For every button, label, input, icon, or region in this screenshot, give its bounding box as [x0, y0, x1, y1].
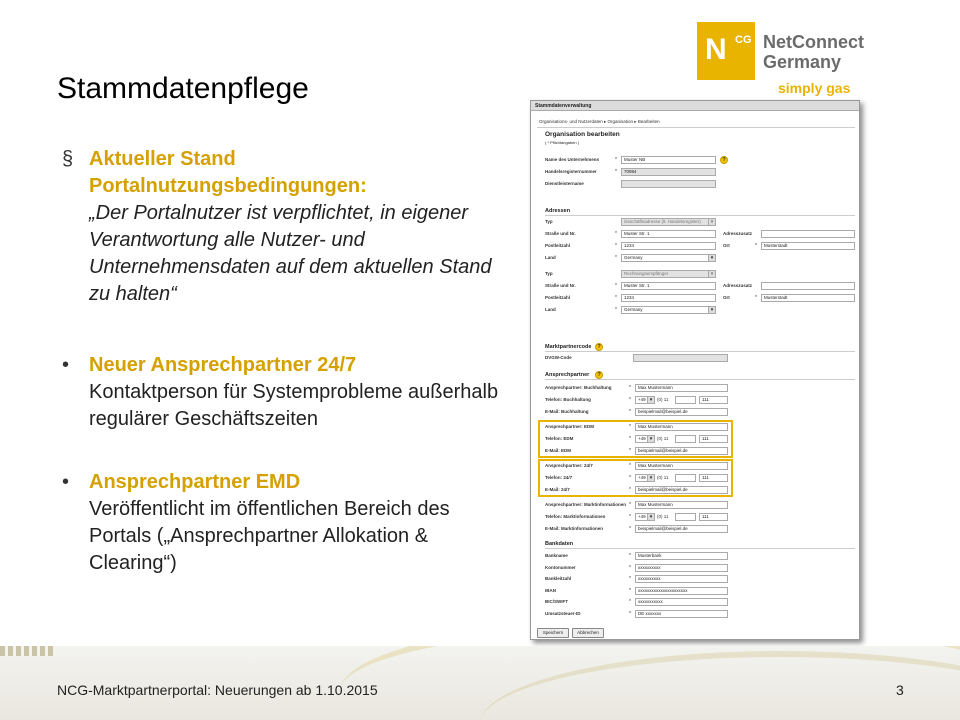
logo-tagline: simply gas — [778, 80, 851, 96]
footer-text: NCG-Marktpartnerportal: Neuerungen ab 1.10.2015 — [57, 682, 378, 698]
phone-country-select[interactable]: +49 ▾ — [635, 513, 655, 521]
field-label: E-Mail: EDM — [545, 448, 572, 453]
required-star: * — [629, 385, 631, 391]
window-title: Stammdatenverwaltung — [531, 101, 859, 111]
country-select[interactable]: Germany ▾ — [621, 254, 716, 262]
logo-line2: Germany — [763, 52, 842, 72]
logo-mark-sup: CG — [735, 34, 752, 46]
field-label: Ort — [723, 295, 730, 300]
required-star: * — [629, 599, 631, 605]
field-label: Typ — [545, 271, 553, 276]
phone-area-input[interactable] — [675, 513, 696, 521]
field-label: Telefon: EDM — [545, 436, 574, 441]
page-number: 3 — [896, 682, 904, 698]
phone-area-code: (0) 11 — [657, 397, 669, 402]
phone-country-select[interactable]: +49 ▾ — [635, 474, 655, 482]
ncg-logo — [697, 22, 865, 102]
field-label: E-Mail: Marktinformationen — [545, 526, 604, 531]
bullet-heading: Aktueller Stand Portalnutzungsbedingungen: — [89, 148, 367, 197]
contact-name-input[interactable]: Max Mustermann — [635, 501, 728, 509]
section-heading: Bankdaten — [545, 541, 574, 547]
required-star: * — [629, 448, 631, 454]
ncg-logo-mark — [697, 22, 755, 80]
required-star: * — [615, 231, 617, 237]
required-star: * — [629, 475, 631, 481]
required-star: * — [615, 307, 617, 313]
field-label: Ort — [723, 243, 730, 248]
bank-field-input[interactable]: xxxxxxxxxxx — [635, 598, 728, 606]
field-label: Land — [545, 307, 556, 312]
email-input[interactable]: beispielmail@beispiel.de — [635, 447, 728, 455]
required-star: * — [615, 283, 617, 289]
phone-area-code: (0) 11 — [657, 514, 669, 519]
section-divider — [545, 215, 855, 216]
phone-area-input[interactable] — [675, 435, 696, 443]
field-label: Ansprechpartner: Buchhaltung — [545, 385, 612, 390]
required-star: * — [615, 295, 617, 301]
divider — [537, 127, 855, 128]
bullet-item — [57, 352, 517, 433]
section-heading: Marktpartnercode — [545, 344, 592, 350]
required-star: * — [615, 157, 617, 163]
required-star: * — [629, 397, 631, 403]
required-star: * — [629, 514, 631, 520]
bullet-marker: • — [62, 354, 70, 376]
field-label: Straße und Nr. — [545, 283, 576, 288]
required-star: * — [615, 255, 617, 261]
address-type-select[interactable]: Rechnungsempfänger ▾ — [621, 270, 716, 278]
logo-company-name — [763, 32, 864, 72]
field-label: Kontonummer — [545, 564, 576, 570]
field-label: E-Mail: Buchhaltung — [545, 409, 589, 414]
bank-field-input[interactable]: xxxxxxxxxxxxxxxxxxxxxx — [635, 587, 728, 595]
zip-input[interactable]: 1234 — [621, 242, 716, 250]
field-label: Land — [545, 255, 556, 260]
section-heading: Adressen — [545, 208, 571, 214]
phone-area-code: (0) 11 — [657, 475, 669, 480]
dvgw-code-input[interactable] — [633, 354, 728, 362]
required-note: ( * Pflichtangaben ) — [545, 140, 580, 145]
field-label: Adresszusatz — [723, 283, 753, 288]
field-label: Postleitzahl — [545, 243, 571, 248]
required-star: * — [629, 463, 631, 469]
required-star: * — [615, 243, 617, 249]
phone-country-select[interactable]: +49 ▾ — [635, 396, 655, 404]
city-input[interactable]: Musterstadt — [761, 242, 855, 250]
field-label: BIC/SWIFT — [545, 599, 568, 604]
bullet-list — [57, 146, 517, 577]
register-number-input[interactable]: 70984 — [621, 168, 716, 176]
address-extra-input[interactable] — [761, 282, 855, 290]
field-label: Telefon: 24/7 — [545, 475, 573, 480]
phone-number-input[interactable]: 111 — [699, 474, 728, 482]
logo-mark-letter: N — [705, 33, 726, 66]
required-star: * — [629, 487, 631, 493]
required-star: * — [629, 436, 631, 442]
street-input[interactable]: Muster Str. 1 — [621, 230, 716, 238]
address-extra-input[interactable] — [761, 230, 855, 238]
required-star: * — [629, 424, 631, 430]
contact-name-input[interactable]: Max Mustermann — [635, 384, 728, 392]
required-star: * — [629, 576, 631, 582]
bullet-heading: Ansprechpartner EMD — [89, 471, 301, 493]
bullet-quote: „Der Portalnutzer ist verpflichtet, in eigener Verantwortung alle Nutzer- und Unternehmensdaten auf dem aktuellen Stand zu halten“ — [89, 202, 492, 305]
breadcrumb: Organisations- und Nutzerdaten ▸ Organisation ▸ Bearbeiten — [539, 119, 660, 124]
save-button[interactable]: Speichern — [537, 628, 569, 638]
field-label: Ansprechpartner: Marktinformationen — [545, 502, 627, 507]
phone-area-input[interactable] — [675, 396, 696, 404]
field-label: Ansprechpartner: EDM — [545, 424, 595, 429]
slide-title: Stammdatenpflege — [57, 72, 309, 105]
required-star: * — [755, 243, 757, 249]
bank-field-input[interactable]: DE xxxxxxx — [635, 610, 728, 618]
required-star: * — [629, 610, 631, 617]
bullet-item — [57, 469, 517, 577]
cancel-button[interactable]: Abbrechen — [572, 628, 604, 638]
country-select[interactable]: Germany ▾ — [621, 306, 716, 314]
field-label: Adresszusatz — [723, 231, 753, 236]
section-divider — [545, 379, 855, 380]
field-label: Telefon: Buchhaltung — [545, 397, 591, 402]
field-label: Bankname — [545, 553, 568, 558]
field-label: Postleitzahl — [545, 295, 571, 300]
bank-field-input[interactable]: xxxxxxxxxx — [635, 564, 728, 572]
address-type-select[interactable]: Geschäftsadresse (lt. Handelsregister) ▾ — [621, 218, 716, 226]
bank-field-input[interactable]: xxxxxxxxxx — [635, 575, 728, 583]
required-star: * — [755, 295, 757, 301]
field-label: IBAN — [545, 587, 556, 593]
zip-input[interactable]: 1234 — [621, 294, 716, 302]
section-heading: Ansprechpartner — [545, 372, 590, 378]
email-input[interactable]: beispielmail@beispiel.de — [635, 408, 728, 416]
logo-line1: NetConnect — [763, 32, 865, 52]
phone-area-input[interactable] — [675, 474, 696, 482]
phone-number-input[interactable]: 111 — [699, 513, 728, 521]
company-name-input[interactable]: Muster NB — [621, 156, 716, 164]
email-input[interactable]: beispielmail@beispiel.de — [635, 486, 728, 494]
field-label: Telefon: Marktinformationen — [545, 514, 606, 519]
required-star: * — [629, 502, 631, 508]
bank-field-input[interactable]: Musterbank — [635, 552, 728, 560]
field-label: Typ — [545, 219, 553, 224]
help-icon[interactable]: ? — [595, 343, 603, 351]
section-divider — [545, 548, 855, 549]
required-star: * — [615, 169, 617, 175]
field-label: Dienstleistername — [545, 181, 584, 186]
bullet-text: Kontaktperson für Systemprobleme außerhalb regulärer Geschäftszeiten — [89, 381, 499, 430]
street-input[interactable]: Muster Str. 1 — [621, 282, 716, 290]
required-star: * — [629, 587, 631, 594]
footer-stripes — [0, 646, 56, 656]
help-icon[interactable]: ? — [595, 371, 603, 379]
bullet-heading: Neuer Ansprechpartner 24/7 — [89, 354, 357, 376]
bullet-text: Veröffentlicht im öffentlichen Bereich des Portals („Ansprechpartner Allokation & Clearing“) — [89, 498, 450, 574]
field-label: DVGW-Code — [545, 355, 572, 360]
section-marker: § — [62, 148, 74, 170]
required-star: * — [629, 564, 631, 571]
required-star: * — [629, 409, 631, 415]
required-star: * — [629, 526, 631, 532]
service-provider-input[interactable] — [621, 180, 716, 188]
field-label: Name des Unternehmens — [545, 157, 600, 162]
bullet-marker: • — [62, 471, 70, 493]
field-label: Ansprechpartner: 24/7 — [545, 463, 593, 468]
email-input[interactable]: beispielmail@beispiel.de — [635, 525, 728, 533]
form-heading: Organisation bearbeiten — [545, 131, 620, 138]
contact-name-input[interactable]: Max Mustermann — [635, 462, 728, 470]
field-label: Umsatzsteuer-ID — [545, 610, 581, 616]
field-label: Handelsregisternummer — [545, 169, 597, 174]
phone-number-input[interactable]: 111 — [699, 435, 728, 443]
help-icon[interactable]: ? — [720, 156, 728, 164]
field-label: Straße und Nr. — [545, 231, 576, 236]
field-label: Bankleitzahl — [545, 576, 572, 581]
city-input[interactable]: Musterstadt — [761, 294, 855, 302]
phone-number-input[interactable]: 111 — [699, 396, 728, 404]
contact-name-input[interactable]: Max Mustermann — [635, 423, 728, 431]
bullet-item — [57, 146, 517, 308]
phone-country-select[interactable]: +49 ▾ — [635, 435, 655, 443]
section-divider — [545, 351, 855, 352]
field-label: E-Mail: 24/7 — [545, 487, 570, 492]
form-screenshot — [530, 100, 860, 640]
required-star: * — [629, 553, 631, 559]
phone-area-code: (0) 11 — [657, 436, 669, 441]
